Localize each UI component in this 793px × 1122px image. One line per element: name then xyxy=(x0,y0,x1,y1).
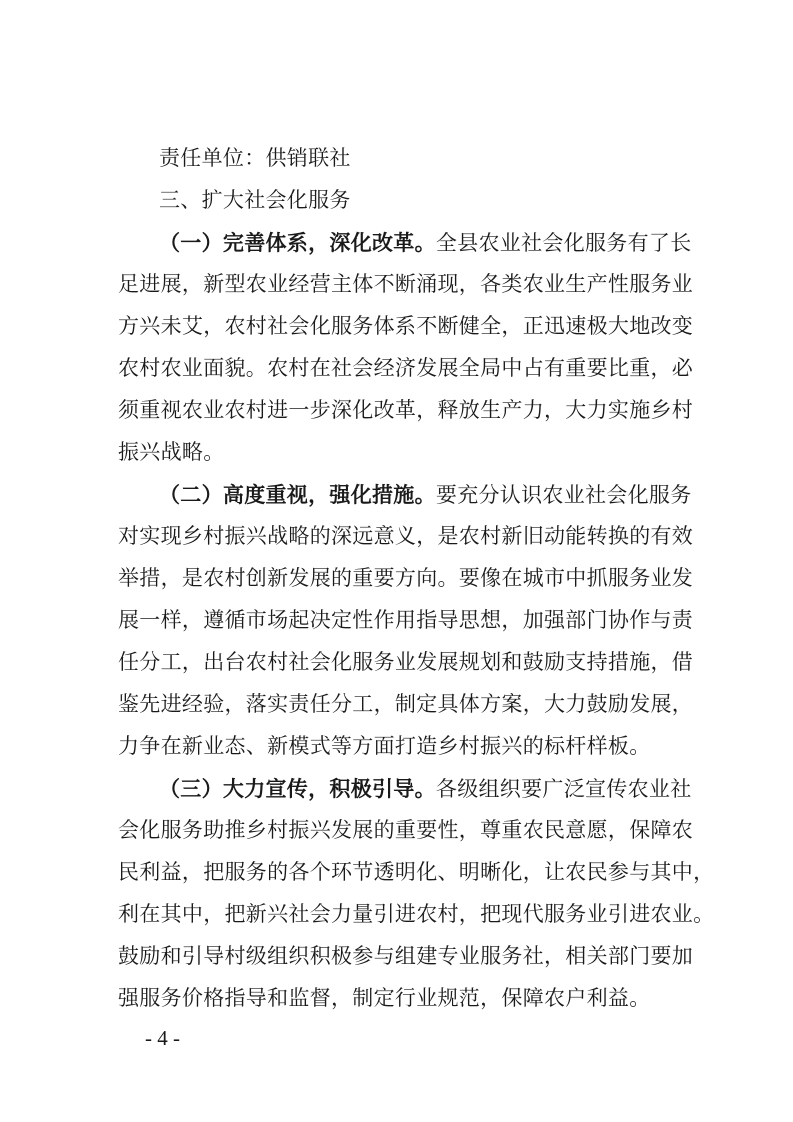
responsibility-line: 责任单位：供销联社 xyxy=(159,146,351,170)
paragraph-3-line: 强服务价格指导和监督，制定行业规范，保障农户利益。 xyxy=(118,986,651,1010)
paragraph-2-first-line xyxy=(159,482,692,507)
paragraph-3-title: （三）大力宣传，积极引导。 xyxy=(159,776,436,801)
paragraph-2-line: 任分工，出台农村社会化服务业发展规划和鼓励支持措施，借 xyxy=(118,650,694,674)
paragraph-2-line: 对实现乡村振兴战略的深远意义，是农村新旧动能转换的有效 xyxy=(118,524,694,548)
paragraph-3-line: 会化服务助推乡村振兴发展的重要性，尊重农民意愿，保障农 xyxy=(118,818,694,842)
paragraph-3-line: 利在其中，把新兴社会力量引进农村，把现代服务业引进农业。 xyxy=(118,902,715,926)
paragraph-2-line: 力争在新业态、新模式等方面打造乡村振兴的标杆样板。 xyxy=(118,734,651,758)
paragraph-1-line: 须重视农业农村进一步深化改革，释放生产力，大力实施乡村 xyxy=(118,398,694,422)
paragraph-2-line: 展一样，遵循市场起决定性作用指导思想，加强部门协作与责 xyxy=(118,608,694,632)
paragraph-3-first-line xyxy=(159,776,692,801)
paragraph-1-line: 农村农业面貌。农村在社会经济发展全局中占有重要比重，必 xyxy=(118,356,694,380)
paragraph-3-line: 民利益，把服务的各个环节透明化、明晰化，让农民参与其中， xyxy=(118,860,715,884)
paragraph-1-first-line xyxy=(159,230,692,255)
paragraph-2-title: （二）高度重视，强化措施。 xyxy=(159,482,436,507)
paragraph-2-line: 鉴先进经验，落实责任分工，制定具体方案，大力鼓励发展， xyxy=(118,692,694,716)
paragraph-3-text: 各级组织要广泛宣传农业社 xyxy=(435,777,692,801)
paragraph-1-line: 振兴战略。 xyxy=(118,440,225,464)
paragraph-1-line: 方兴未艾，农村社会化服务体系不断健全，正迅速极大地改变 xyxy=(118,314,694,338)
paragraph-1-title: （一）完善体系，深化改革。 xyxy=(159,230,436,255)
paragraph-2-line: 举措，是农村创新发展的重要方向。要像在城市中抓服务业发 xyxy=(118,566,694,590)
section-heading: 三、扩大社会化服务 xyxy=(159,188,351,212)
paragraph-3-line: 鼓励和引导村级组织积极参与组建专业服务社，相关部门要加 xyxy=(118,944,694,968)
paragraph-1-text: 全县农业社会化服务有了长 xyxy=(435,231,692,255)
paragraph-2-text: 要充分认识农业社会化服务 xyxy=(435,483,692,507)
page-number: - 4 - xyxy=(145,1026,180,1050)
paragraph-1-line: 足进展，新型农业经营主体不断涌现，各类农业生产性服务业 xyxy=(118,272,694,296)
